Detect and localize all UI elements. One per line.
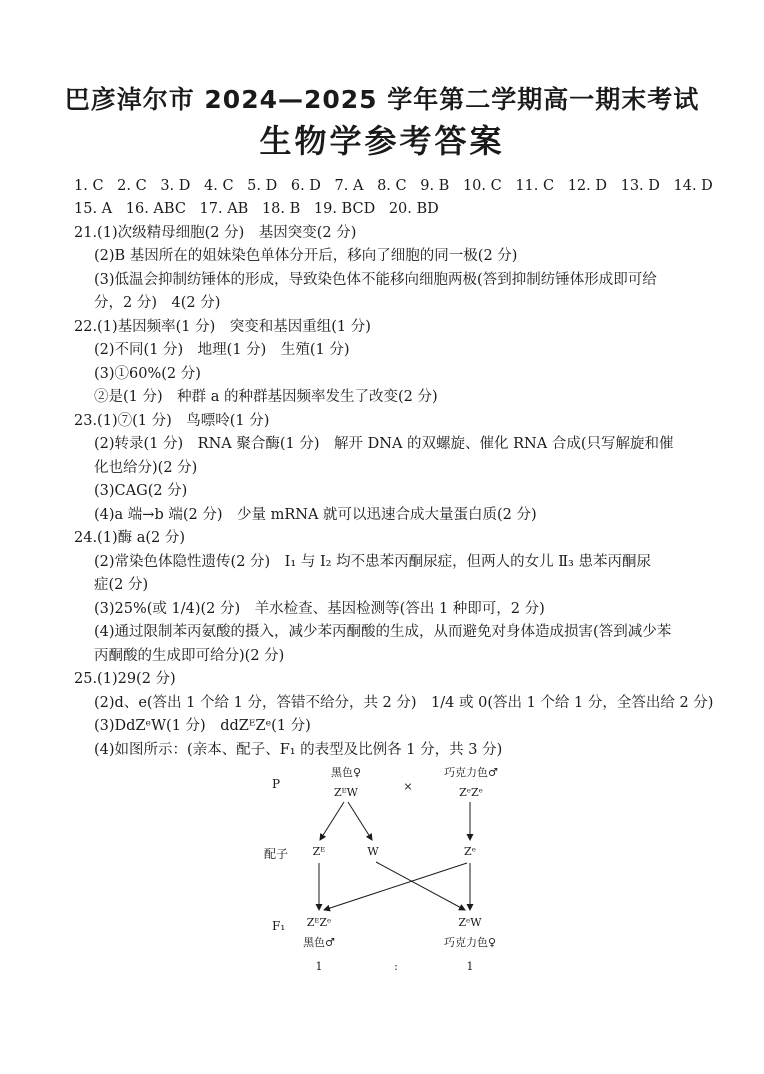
answer-line: 22.(1)基因频率(1 分) 突变和基因重组(1 分): [74, 319, 371, 335]
mc-answer: 19. BCD: [313, 201, 376, 217]
answer-line: (3)CAG(2 分): [94, 483, 188, 499]
mc-answer: 7. A: [334, 178, 364, 194]
answer-line: (2)不同(1 分) 地理(1 分) 生殖(1 分): [94, 342, 350, 358]
generation-f1-label: F₁: [272, 919, 286, 933]
mc-answer: 13. D: [620, 178, 660, 194]
answer-line: 25.(1)29(2 分): [74, 671, 176, 687]
answer-line: 化也给分)(2 分): [94, 460, 198, 476]
f1-phenotype-2: 巧克力色♀: [443, 936, 497, 949]
answer-line: ②是(1 分) 种群 a 的种群基因频率发生了改变(2 分): [94, 389, 438, 405]
mc-answer: 5. D: [247, 178, 278, 194]
answer-line: (4)a 端→b 端(2 分) 少量 mRNA 就可以迅速合成大量蛋白质(2 分): [94, 507, 537, 523]
mc-answer: 6. D: [290, 178, 321, 194]
gamete-row-label: 配子: [264, 847, 289, 861]
answer-line: (3)DdZᵉW(1 分) ddZᴱZᵉ(1 分): [94, 718, 311, 734]
multiple-choice-row-1: [74, 176, 722, 196]
gamete-1: Zᴱ: [312, 845, 326, 858]
mc-answer: 11. C: [515, 178, 555, 194]
gamete-2: W: [367, 845, 379, 858]
answer-line: 21.(1)次级精母细胞(2 分) 基因突变(2 分): [74, 225, 357, 241]
male-parent-genotype: ZᵉZᵉ: [459, 786, 483, 799]
answer-key-title: 生物学参考答案: [259, 122, 505, 160]
mc-answer: 4. C: [204, 178, 234, 194]
answer-line: (2)常染色体隐性遗传(2 分) Ⅰ₁ 与 Ⅰ₂ 均不患苯丙酮尿症，但两人的女儿 Ⅱ₃ 患苯丙酮尿: [94, 554, 651, 570]
generation-p-label: P: [272, 777, 281, 791]
cross-symbol: ×: [403, 780, 413, 793]
multiple-choice-row-2: [74, 199, 448, 219]
mc-answer: 2. C: [117, 178, 147, 194]
f1-phenotype-1: 黑色♂: [303, 936, 335, 949]
ratio-value-2: 1: [466, 960, 474, 973]
answer-line: (2)d、e(答出 1 个给 1 分，答错不给分，共 2 分) 1/4 或 0(答出 1 个给 1 分，全答出给 2 分): [94, 695, 714, 711]
arrow-to-gamete-2: [348, 802, 372, 840]
mc-answer: 10. C: [462, 178, 502, 194]
mc-answer: 12. D: [567, 178, 607, 194]
answer-line: (2)B 基因所在的姐妹染色单体分开后，移向了细胞的同一极(2 分): [94, 248, 518, 264]
arrow-gamete2-to-f1-2: [376, 862, 465, 910]
mc-answer: 3. D: [160, 178, 191, 194]
mc-answer: 15. A: [74, 201, 113, 217]
answer-line: (3)低温会抑制纺锤体的形成，导致染色体不能移向细胞两极(答到抑制纺锤体形成即可给: [94, 272, 657, 288]
answer-line: 分，2 分) 4(2 分): [94, 295, 221, 311]
answer-line: 23.(1)⑦(1 分) 鸟嘌呤(1 分): [74, 413, 270, 429]
mc-answer: 9. B: [420, 178, 450, 194]
answer-line: 症(2 分): [94, 577, 149, 593]
exam-title: 巴彦淖尔市 2024—2025 学年第二学期高一期末考试: [64, 85, 700, 114]
ratio-separator: :: [394, 960, 398, 973]
arrow-gamete3-to-f1-1: [324, 863, 467, 910]
mc-answer: 17. AB: [199, 201, 249, 217]
mc-answer: 14. D: [673, 178, 713, 194]
f1-genotype-2: ZᵉW: [458, 916, 482, 929]
f1-genotype-1: ZᴱZᵉ: [306, 916, 332, 929]
answer-line: 24.(1)酶 a(2 分): [74, 530, 186, 546]
answer-line: (3)①60%(2 分): [94, 366, 201, 382]
female-parent-phenotype: 黑色♀: [330, 766, 362, 779]
gamete-3: Zᵉ: [464, 845, 476, 858]
mc-answer: 18. B: [261, 201, 301, 217]
mc-answer: 20. BD: [388, 201, 439, 217]
answer-line: (4)如图所示：(亲本、配子、F₁ 的表型及比例各 1 分，共 3 分): [94, 742, 503, 758]
answer-line: 丙酮酸的生成即可给分)(2 分): [94, 648, 285, 664]
mc-answer: 8. C: [377, 178, 407, 194]
answer-line: (3)25%(或 1/4)(2 分) 羊水检查、基因检测等(答出 1 种即可，2 分): [94, 601, 545, 617]
answer-line: (2)转录(1 分) RNA 聚合酶(1 分) 解开 DNA 的双螺旋、催化 RNA 合成(只写解旋和催: [94, 436, 674, 452]
male-parent-phenotype: 巧克力色♂: [444, 766, 498, 779]
mc-answer: 1. C: [74, 178, 104, 194]
ratio-value-1: 1: [315, 960, 323, 973]
arrow-to-gamete-1: [320, 802, 344, 840]
female-parent-genotype: ZᴱW: [333, 786, 359, 799]
genetic-cross-diagram: [250, 760, 710, 980]
answer-line: (4)通过限制苯丙氨酸的摄入，减少苯丙酮酸的生成，从而避免对身体造成损害(答到减少苯: [94, 624, 672, 640]
mc-answer: 16. ABC: [125, 201, 186, 217]
